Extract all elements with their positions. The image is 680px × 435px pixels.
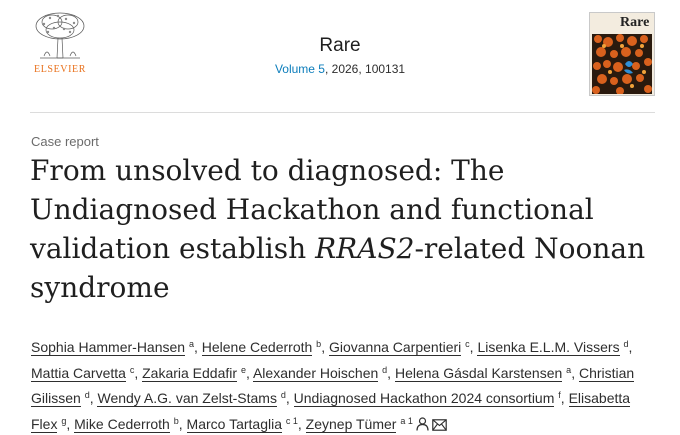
separator: , xyxy=(469,339,478,355)
affiliation-marker[interactable]: d xyxy=(623,339,629,349)
article-title-part1: From unsolved to diagnosed: The Undiagnosed Hackathon and functional validation establish xyxy=(30,154,594,265)
affiliation-marker[interactable]: b xyxy=(173,415,179,426)
author xyxy=(294,390,561,406)
author xyxy=(477,339,628,355)
affiliation-marker[interactable]: b xyxy=(316,339,322,349)
author-list xyxy=(31,333,661,435)
separator: , xyxy=(387,364,395,381)
separator: , xyxy=(89,390,98,406)
author-name[interactable]: Christian Gilissen xyxy=(31,364,635,406)
author-name[interactable]: Elisabetta Flex xyxy=(31,390,631,432)
author xyxy=(31,365,134,381)
article-title xyxy=(30,151,660,307)
author xyxy=(253,365,387,381)
separator: , xyxy=(560,390,569,406)
author-name[interactable]: Alexander Hoischen xyxy=(252,364,379,381)
affiliation-marker[interactable]: f xyxy=(558,390,561,400)
mail-icon[interactable] xyxy=(432,419,447,431)
header-divider xyxy=(30,112,655,113)
elsevier-tree-icon xyxy=(30,10,90,64)
journal-title[interactable]: Rare xyxy=(319,35,361,56)
affiliation-marker[interactable]: c 1 xyxy=(285,415,298,426)
volume-link[interactable]: Volume 5 xyxy=(274,62,325,76)
elsevier-logo[interactable] xyxy=(30,10,90,64)
separator: , xyxy=(66,415,75,432)
author-name[interactable]: Helene Cederroth xyxy=(201,339,313,355)
affiliation-marker[interactable]: a xyxy=(188,339,194,349)
journal-citation xyxy=(200,62,480,76)
author-name[interactable]: Marco Tartaglia xyxy=(186,415,282,432)
separator: , xyxy=(245,364,253,381)
separator: , xyxy=(193,339,202,355)
author-corresponding xyxy=(306,416,447,432)
separator: , xyxy=(178,415,187,432)
separator: , xyxy=(571,364,579,381)
author xyxy=(142,365,246,381)
person-icon[interactable] xyxy=(416,417,429,431)
affiliation-marker[interactable]: e xyxy=(240,364,246,375)
affiliation-marker[interactable]: d xyxy=(382,364,388,375)
author-name[interactable]: Helena Gásdal Karstensen xyxy=(394,364,563,381)
cover-image xyxy=(592,34,652,94)
article-title-part2: -related Noonan syndrome xyxy=(30,232,646,304)
author xyxy=(74,416,179,432)
affiliation-marker[interactable]: d xyxy=(280,390,286,400)
author xyxy=(395,365,571,381)
author-name[interactable]: Mike Cederroth xyxy=(74,415,170,432)
author xyxy=(202,339,321,355)
author-name[interactable]: Zeynep Tümer xyxy=(305,415,397,432)
affiliation-marker[interactable]: a 1 xyxy=(400,415,413,426)
affiliation-marker[interactable]: c xyxy=(129,364,135,375)
author-name[interactable]: Zakaria Eddafir xyxy=(142,364,238,381)
author-name[interactable]: Sophia Hammer-Hansen xyxy=(31,339,186,355)
author-name[interactable]: Wendy A.G. van Zelst-Stams xyxy=(97,390,277,406)
author-name[interactable]: Undiagnosed Hackathon 2024 consortium xyxy=(293,390,555,406)
author xyxy=(329,339,470,355)
author xyxy=(187,416,298,432)
author-name[interactable]: Mattia Carvetta xyxy=(31,364,126,381)
citation-text: , 2026, 100131 xyxy=(324,62,406,76)
author-name[interactable]: Lisenka E.L.M. Vissers xyxy=(477,339,620,355)
affiliation-marker[interactable]: a xyxy=(566,364,572,375)
journal-header xyxy=(200,34,480,76)
separator: , xyxy=(628,339,633,355)
author xyxy=(97,390,285,406)
affiliation-marker[interactable]: c xyxy=(465,339,470,349)
publisher-name: ELSEVIER xyxy=(33,64,87,75)
author xyxy=(31,339,194,355)
separator: , xyxy=(134,364,143,381)
journal-cover[interactable] xyxy=(589,12,655,96)
author-name[interactable]: Giovanna Carpentieri xyxy=(328,339,462,355)
separator: , xyxy=(285,390,294,406)
cover-title: Rare xyxy=(620,15,650,30)
affiliation-marker[interactable]: d xyxy=(84,390,90,400)
separator: , xyxy=(297,415,306,432)
separator: , xyxy=(321,339,329,355)
affiliation-marker[interactable]: g xyxy=(61,415,67,426)
article-type: Case report xyxy=(31,134,99,149)
article-title-gene: RRAS2 xyxy=(315,232,415,265)
